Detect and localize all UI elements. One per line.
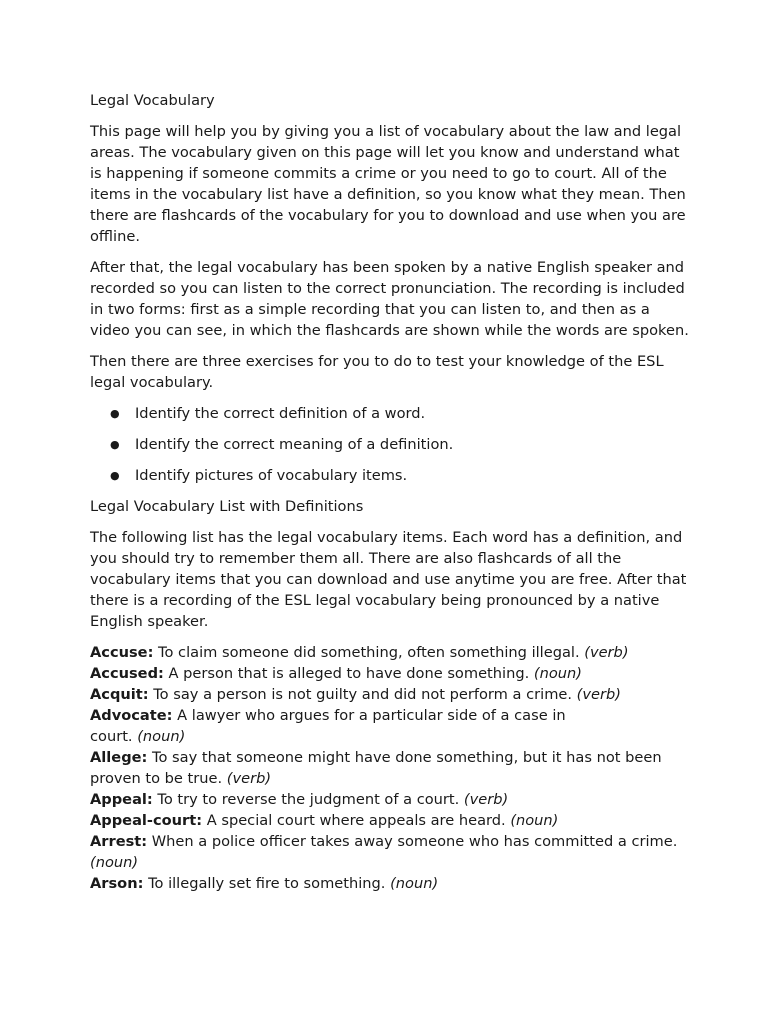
vocab-entry	[90, 642, 690, 663]
vocab-entry	[90, 831, 690, 873]
intro-paragraph: This page will help you by giving you a list of vocabulary about the law and legal areas. The vocabulary given on this page will let you know and understand what is happening if someone commits a crime or you need to go to court. All of the items in the vocabulary list have a definition, so you know what they mean. Then there are flashcards of the vocabulary for you to download and use when you are offline.	[90, 123, 686, 245]
exercise-text: Identify pictures of vocabulary items.	[135, 467, 408, 484]
vocab-term: Accuse:	[90, 644, 154, 661]
vocab-term: Allege:	[90, 749, 148, 766]
vocab-term: Accused:	[90, 665, 164, 682]
list-item	[110, 465, 690, 486]
vocab-part-of-speech: (verb)	[463, 791, 509, 808]
exercise-list	[90, 403, 690, 486]
vocab-definition: To say a person is not guilty and did not perform a crime.	[148, 686, 577, 703]
page-title: Legal Vocabulary	[90, 92, 215, 109]
vocab-entry	[90, 810, 690, 831]
vocab-entry	[90, 873, 690, 894]
list-item	[110, 434, 690, 455]
vocab-term: Advocate:	[90, 707, 173, 724]
list-item	[110, 403, 690, 424]
vocab-part-of-speech: (noun)	[137, 728, 186, 745]
vocab-part-of-speech: (noun)	[533, 665, 582, 682]
vocab-entry	[90, 747, 690, 789]
vocab-part-of-speech: (noun)	[90, 854, 139, 871]
intro-paragraph: After that, the legal vocabulary has been spoken by a native English speaker and recorded so you can listen to the correct pronunciation. The recording is included in two forms: first as a simple recording that you can listen to, and then as a video you can see, in which the flashcards are shown while the words are spoken.	[90, 259, 689, 339]
vocab-definition: To illegally set fire to something.	[143, 875, 391, 892]
vocab-part-of-speech: (verb)	[584, 644, 629, 661]
vocab-definition: To claim someone did something, often something illegal.	[153, 644, 585, 661]
vocab-definition: A lawyer who argues for a particular side of a case in court.	[90, 707, 566, 745]
vocab-term: Acquit:	[90, 686, 149, 703]
section-heading: Legal Vocabulary List with Definitions	[90, 498, 364, 515]
vocab-definition: A special court where appeals are heard.	[202, 812, 511, 829]
vocab-entry	[90, 789, 690, 810]
exercise-text: Identify the correct meaning of a definition.	[135, 436, 454, 453]
bullet-icon: ●	[110, 438, 120, 451]
vocab-term: Arrest:	[90, 833, 148, 850]
vocab-part-of-speech: (verb)	[226, 770, 272, 787]
vocab-part-of-speech: (noun)	[390, 875, 439, 892]
vocab-part-of-speech: (noun)	[510, 812, 559, 829]
vocab-entry	[90, 705, 590, 747]
vocab-definition: To try to reverse the judgment of a court.	[152, 791, 464, 808]
vocabulary-list	[90, 642, 690, 894]
list-intro-paragraph: The following list has the legal vocabulary items. Each word has a definition, and you should try to remember them all. There are also flashcards of all the vocabulary items that you can download and use anytime you are free. After that there is a recording of the ESL legal vocabulary being pronounced by a native English speaker.	[90, 529, 687, 630]
bullet-icon: ●	[110, 407, 120, 420]
vocab-definition: When a police officer takes away someone who has committed a crime.	[147, 833, 678, 850]
vocab-entry	[90, 684, 690, 705]
vocab-entry	[90, 663, 690, 684]
exercise-text: Identify the correct definition of a word.	[135, 405, 426, 422]
vocab-part-of-speech: (verb)	[576, 686, 621, 703]
bullet-icon: ●	[110, 469, 120, 482]
vocab-definition: A person that is alleged to have done something.	[163, 665, 534, 682]
vocab-term: Appeal:	[90, 791, 153, 808]
vocab-term: Arson:	[90, 875, 144, 892]
vocab-term: Appeal-court:	[90, 812, 203, 829]
document-page	[90, 90, 690, 894]
intro-paragraph: Then there are three exercises for you to do to test your knowledge of the ESL legal vocabulary.	[90, 353, 664, 391]
vocab-definition: To say that someone might have done something, but it has not been proven to be true.	[90, 749, 662, 787]
